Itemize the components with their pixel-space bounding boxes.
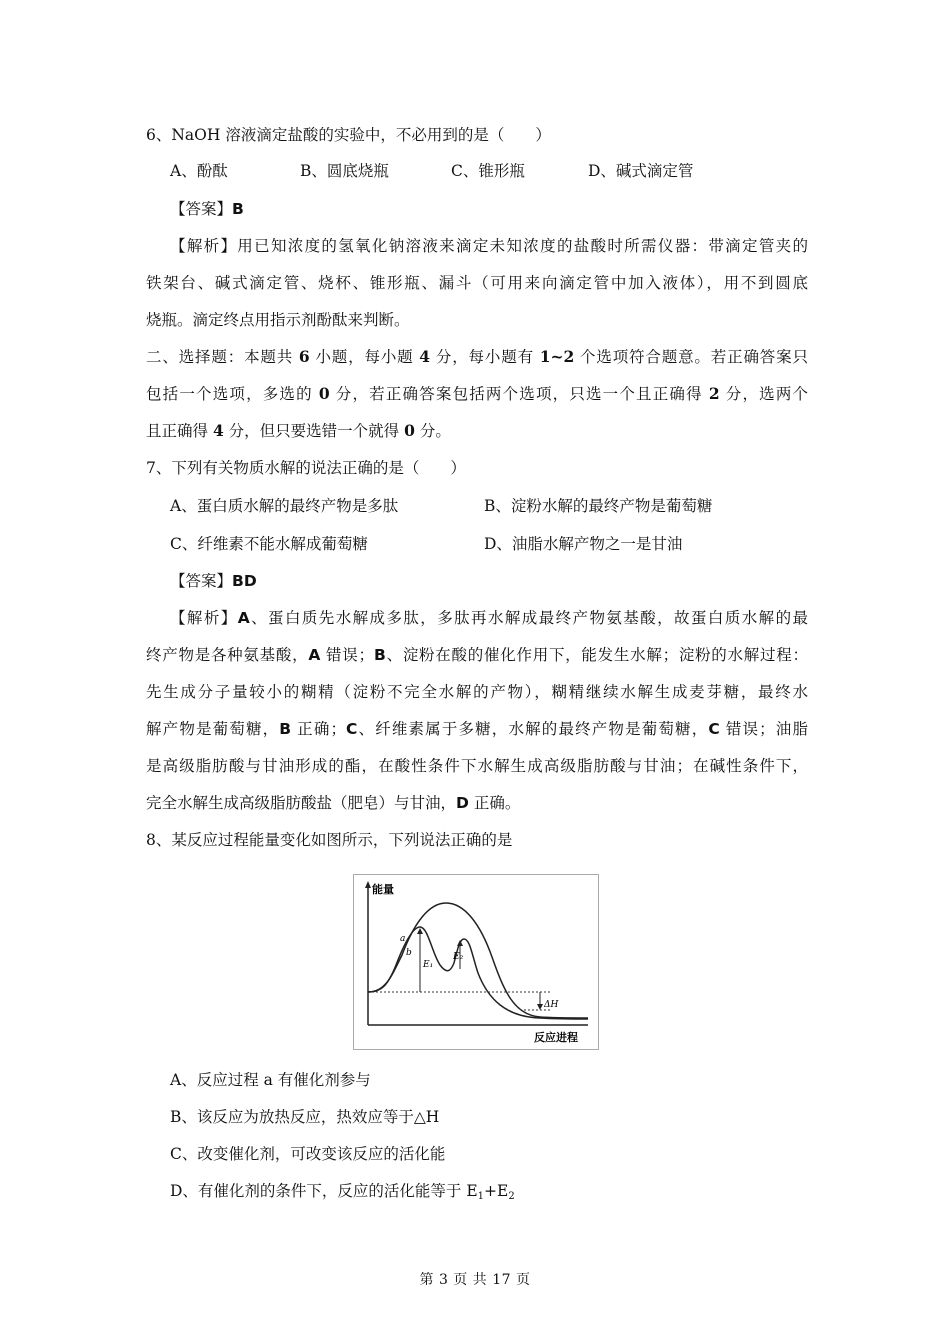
y-axis-arrow-icon bbox=[365, 881, 371, 888]
e2-arrowhead-icon bbox=[457, 940, 463, 946]
number: 6 bbox=[298, 347, 310, 366]
text: +E bbox=[484, 1182, 509, 1200]
q6-option-a: A、酚酞 bbox=[170, 162, 228, 180]
letter: D bbox=[456, 794, 469, 812]
text: 解产物是葡萄糖， bbox=[146, 720, 280, 738]
section2-line-1 bbox=[146, 346, 808, 368]
number: 4 bbox=[212, 421, 224, 440]
analysis-label: 【解析】 bbox=[170, 237, 238, 255]
e1-arrowhead-icon bbox=[417, 928, 423, 934]
number: 0 bbox=[404, 421, 415, 440]
q8-option-d bbox=[170, 1180, 515, 1208]
number: 0 bbox=[318, 384, 330, 403]
curve-a-label: a bbox=[400, 934, 406, 944]
number: 1~2 bbox=[539, 347, 575, 366]
e2-label: E₂ bbox=[453, 952, 464, 962]
q7-option-d: D、油脂水解产物之一是甘油 bbox=[484, 535, 683, 553]
q6-option-d: D、碱式滴定管 bbox=[588, 162, 694, 180]
q6-option-b: B、圆底烧瓶 bbox=[300, 162, 389, 180]
q6-analysis-line-2: 铁架台、碱式滴定管、烧杯、锥形瓶、漏斗（可用来向滴定管中加入液体），用不到圆底 bbox=[146, 274, 808, 292]
x-axis-label: 反应进程 bbox=[534, 1031, 578, 1044]
number: 2 bbox=[708, 384, 720, 403]
q8-option-c: C、改变催化剂，可改变该反应的活化能 bbox=[170, 1145, 446, 1163]
text: 个选项符合题意。若正确答案只 bbox=[574, 348, 808, 366]
answer-label: 【答案】 bbox=[170, 572, 233, 590]
subscript: 1 bbox=[477, 1191, 485, 1202]
q6-stem: 6、NaOH 溶液滴定盐酸的实验中，不必用到的是（ ） bbox=[146, 126, 551, 144]
text: 、纤维素属于多糖，水解的最终产物是葡萄糖， bbox=[357, 720, 709, 738]
y-axis-label: 能量 bbox=[372, 883, 394, 896]
text: 包括一个选项，多选的 bbox=[146, 385, 319, 403]
text: 分，每小题有 bbox=[430, 348, 540, 366]
text: 终产物是各种氨基酸， bbox=[146, 646, 309, 664]
letter: B bbox=[374, 646, 386, 664]
q7-option-b: B、淀粉水解的最终产物是葡萄糖 bbox=[484, 497, 713, 515]
analysis-label: 【解析】 bbox=[170, 609, 238, 627]
q7-analysis-line-6 bbox=[146, 792, 520, 814]
number: 4 bbox=[419, 347, 431, 366]
text: 二、选择题：本题共 bbox=[146, 348, 299, 366]
text: 小题，每小题 bbox=[309, 348, 420, 366]
section2-line-2 bbox=[146, 383, 808, 405]
letter: C bbox=[708, 720, 720, 738]
answer-value: B bbox=[232, 200, 244, 218]
q8-option-a: A、反应过程 a 有催化剂参与 bbox=[170, 1071, 371, 1089]
text: 、蛋白质先水解成多肽，多肽再水解成最终产物氨基酸，故蛋白质水解的最 bbox=[249, 609, 808, 627]
text: 错误；油脂 bbox=[719, 720, 808, 738]
q6-analysis-line-3: 烧瓶。滴定终点用指示剂酚酞来判断。 bbox=[146, 311, 410, 329]
q8-option-b: B、该反应为放热反应，热效应等于△H bbox=[170, 1108, 440, 1126]
q7-answer bbox=[170, 570, 257, 592]
q7-analysis-line-2 bbox=[146, 644, 808, 666]
text: 、淀粉在酸的催化作用下，能发生水解；淀粉的水解过程： bbox=[385, 646, 808, 664]
page-footer: 第 3 页 共 17 页 bbox=[419, 1272, 531, 1288]
q8-stem: 8、某反应过程能量变化如图所示，下列说法正确的是 bbox=[146, 831, 513, 849]
q6-answer bbox=[170, 198, 244, 220]
q7-option-c: C、纤维素不能水解成葡萄糖 bbox=[170, 535, 368, 553]
letter: B bbox=[279, 720, 292, 738]
q7-analysis-line-1 bbox=[170, 607, 808, 629]
q7-option-a: A、蛋白质水解的最终产物是多肽 bbox=[170, 497, 399, 515]
analysis-text: 用已知浓度的氢氧化钠溶液来滴定未知浓度的盐酸时所需仪器：带滴定管夹的 bbox=[237, 237, 808, 255]
text: D、有催化剂的条件下，反应的活化能等于 E bbox=[170, 1182, 478, 1200]
energy-diagram bbox=[353, 874, 599, 1050]
q6-option-c: C、锥形瓶 bbox=[451, 162, 525, 180]
text: 正确。 bbox=[468, 794, 521, 812]
dh-arrowhead-icon bbox=[537, 1004, 543, 1010]
text: 且正确得 bbox=[146, 422, 213, 440]
text: 分，但只要选错一个就得 bbox=[223, 422, 405, 440]
text: 分，选两个 bbox=[719, 385, 808, 403]
subscript: 2 bbox=[508, 1191, 515, 1202]
letter: A bbox=[237, 609, 250, 627]
energy-diagram-svg bbox=[354, 875, 600, 1051]
q7-analysis-line-3: 先生成分子量较小的糊精（淀粉不完全水解的产物），糊精继续水解生成麦芽糖，最终水 bbox=[146, 683, 808, 701]
q7-analysis-line-4 bbox=[146, 718, 808, 740]
text: 完全水解生成高级脂肪酸盐（肥皂）与甘油， bbox=[146, 794, 457, 812]
dh-label: ΔH bbox=[544, 1000, 559, 1010]
answer-label: 【答案】 bbox=[170, 200, 233, 218]
q7-analysis-line-5: 是高级脂肪酸与甘油形成的酯，在酸性条件下水解生成高级脂肪酸与甘油；在碱性条件下， bbox=[146, 757, 808, 775]
q7-stem: 7、下列有关物质水解的说法正确的是（ ） bbox=[146, 459, 466, 477]
text: 错误； bbox=[320, 646, 375, 664]
letter: A bbox=[308, 646, 321, 664]
section2-line-3 bbox=[146, 420, 451, 442]
text: 正确； bbox=[291, 720, 346, 738]
curve-b-label: b bbox=[406, 948, 412, 958]
letter: C bbox=[346, 720, 358, 738]
q6-analysis-line-1 bbox=[170, 235, 808, 257]
text: 分。 bbox=[414, 422, 451, 440]
e1-label: E₁ bbox=[423, 960, 434, 970]
text: 分，若正确答案包括两个选项，只选一个且正确得 bbox=[329, 385, 709, 403]
answer-value: BD bbox=[232, 572, 257, 590]
